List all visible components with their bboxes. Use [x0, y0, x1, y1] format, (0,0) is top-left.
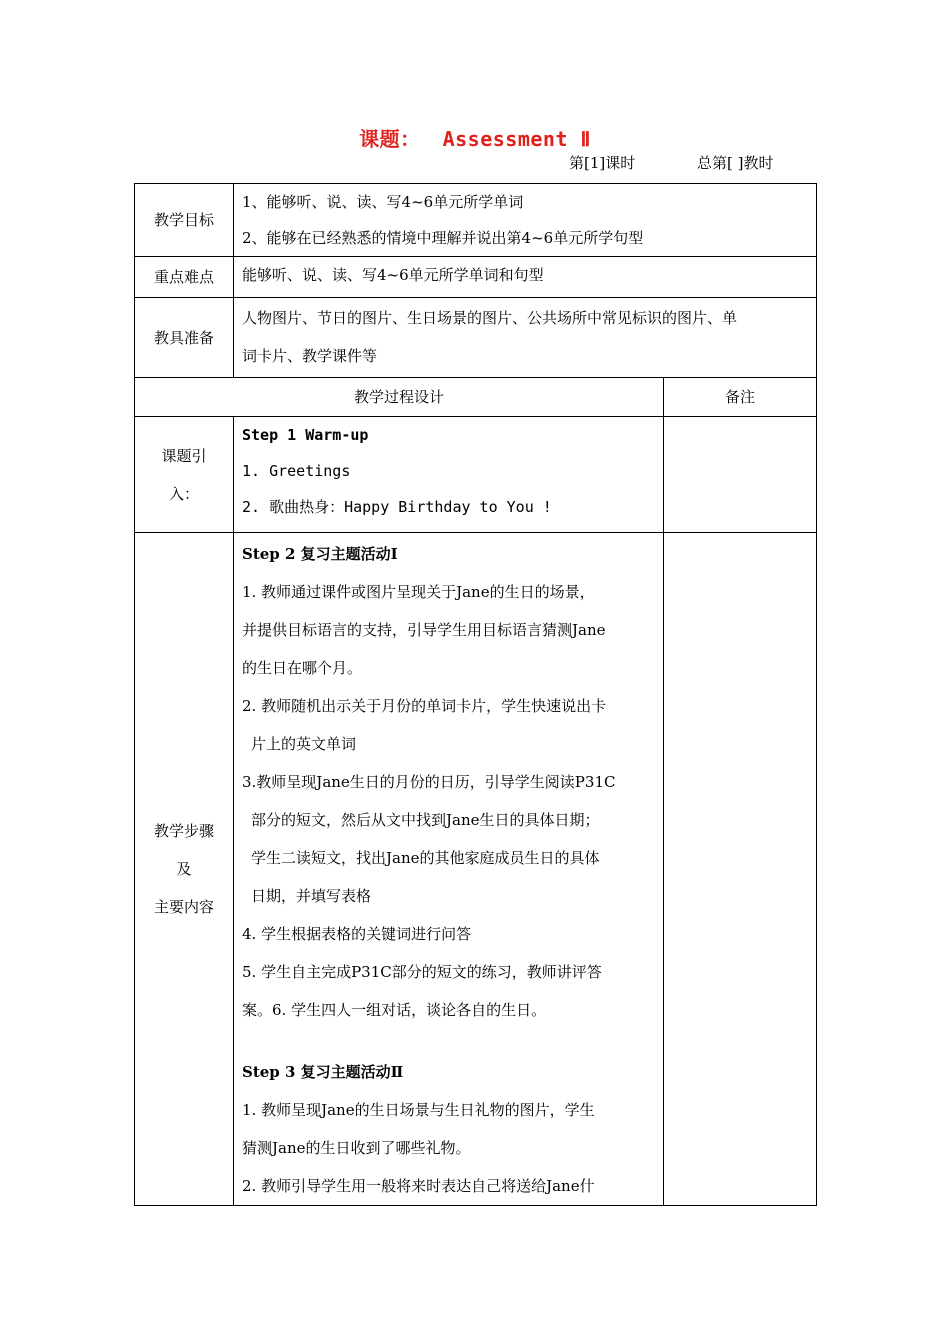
step2-line: 部分的短文，然后从文中找到Jane生日的具体日期； — [251, 811, 600, 829]
tools-line: 人物图片、节日的图片、生日场景的图片、公共场所中常见标识的图片、单 — [242, 309, 738, 327]
step3-line: 1. 教师呈现Jane的生日场景与生日礼物的图片，学生 — [242, 1101, 595, 1119]
step2-line: 片上的英文单词 — [251, 735, 357, 753]
intro-label-line: 入： — [168, 484, 199, 503]
tools-line: 词卡片、教学课件等 — [242, 347, 378, 365]
row-main-steps — [135, 533, 817, 1206]
teaching-tools-content — [234, 298, 817, 378]
step2-line: 案。6. 学生四人一组对话，谈论各自的生日。 — [242, 1001, 547, 1019]
step2-line: 2. 教师随机出示关于月份的单词卡片，学生快速说出卡 — [242, 697, 607, 715]
key-points-content: 能够听、说、读、写4~6单元所学单词和句型 — [234, 257, 817, 298]
step2-line: 5. 学生自主完成P31C部分的短文的练习，教师讲评答 — [242, 963, 602, 981]
step3-line: 猜测Jane的生日收到了哪些礼物。 — [242, 1139, 471, 1157]
notes-header: 备注 — [664, 378, 817, 417]
main-label-line: 教学步骤 — [153, 822, 214, 840]
main-label-line: 及 — [176, 860, 192, 878]
lesson-period: 第[1]课时 — [569, 154, 636, 172]
title-main: Assessment Ⅱ — [442, 127, 591, 151]
label-teaching-tools: 教具准备 — [135, 298, 234, 378]
teaching-goals-content — [234, 184, 817, 257]
title-prefix: 课题： — [359, 127, 421, 151]
step3-line: 2. 教师引导学生用一般将来时表达自己将送给Jane什 — [242, 1177, 595, 1195]
label-intro — [135, 417, 234, 533]
lesson-title — [0, 123, 950, 152]
intro-notes — [664, 417, 817, 533]
row-teaching-tools — [135, 298, 817, 378]
intro-content — [234, 417, 664, 533]
row-key-points — [135, 257, 817, 298]
intro-line: 2. 歌曲热身：Happy Birthday to You ! — [242, 498, 552, 516]
label-key-points: 重点难点 — [135, 257, 234, 298]
row-intro — [135, 417, 817, 533]
label-teaching-goals: 教学目标 — [135, 184, 234, 257]
step2-title: Step 2 复习主题活动Ⅰ — [242, 545, 398, 563]
step3-title: Step 3 复习主题活动Ⅱ — [242, 1063, 404, 1081]
step2-line: 学生二读短文，找出Jane的其他家庭成员生日的具体 — [251, 849, 600, 867]
intro-label-line: 课题引 — [161, 446, 207, 465]
main-label-line: 主要内容 — [153, 898, 214, 916]
label-main-steps — [135, 533, 234, 1206]
lesson-plan-table — [134, 183, 817, 1206]
main-notes — [664, 533, 817, 1206]
goal-line: 2、能够在已经熟悉的情境中理解并说出第4~6单元所学句型 — [242, 229, 644, 247]
main-steps-content — [234, 533, 664, 1206]
total-period: 总第[ ]教时 — [697, 154, 774, 172]
step2-line: 4. 学生根据表格的关键词进行问答 — [242, 925, 472, 943]
step2-line: 3.教师呈现Jane生日的月份的日历，引导学生阅读P31C — [242, 773, 616, 791]
step2-line: 日期，并填写表格 — [251, 887, 372, 905]
goal-line: 1、能够听、说、读、写4~6单元所学单词 — [242, 193, 524, 211]
intro-line: 1. Greetings — [242, 462, 351, 480]
row-process-header — [135, 378, 817, 417]
step2-line: 的生日在哪个月。 — [242, 659, 363, 677]
step2-line: 并提供目标语言的支持，引导学生用目标语言猜测Jane — [242, 621, 606, 639]
step2-line: 1. 教师通过课件或图片呈现关于Jane的生日的场景， — [242, 583, 595, 601]
process-design-header: 教学过程设计 — [135, 378, 664, 417]
step1-title: Step 1 Warm-up — [242, 426, 369, 444]
row-teaching-goals — [135, 184, 817, 257]
